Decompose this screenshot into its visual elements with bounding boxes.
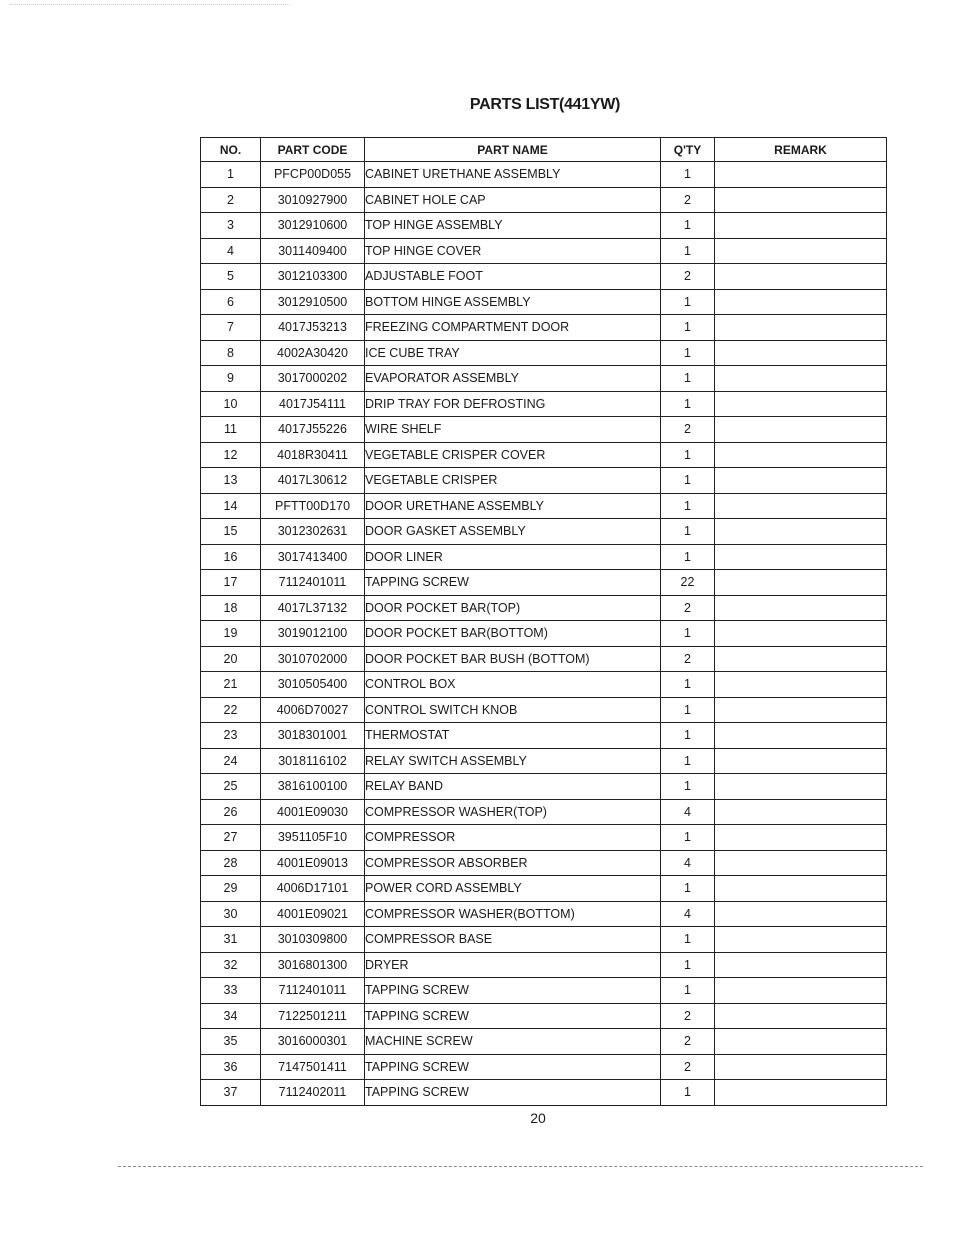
part-name-cell: RELAY BAND [365, 774, 661, 800]
remark-cell [715, 672, 887, 698]
part-code-cell: 3017413400 [261, 544, 365, 570]
remark-cell [715, 774, 887, 800]
remark-cell [715, 391, 887, 417]
remark-cell [715, 978, 887, 1004]
part-number-cell: 29 [201, 876, 261, 902]
part-code-cell: 7112402011 [261, 1080, 365, 1106]
remark-cell [715, 952, 887, 978]
quantity-cell: 2 [661, 595, 715, 621]
table-row [201, 1080, 887, 1106]
quantity-cell: 2 [661, 1054, 715, 1080]
part-name-cell: TOP HINGE COVER [365, 238, 661, 264]
quantity-cell: 1 [661, 391, 715, 417]
quantity-cell: 1 [661, 927, 715, 953]
quantity-cell: 1 [661, 366, 715, 392]
part-name-cell: CONTROL SWITCH KNOB [365, 697, 661, 723]
table-row [201, 697, 887, 723]
table-row [201, 595, 887, 621]
remark-cell [715, 697, 887, 723]
part-number-cell: 19 [201, 621, 261, 647]
part-name-cell: COMPRESSOR WASHER(BOTTOM) [365, 901, 661, 927]
part-code-cell: 4018R30411 [261, 442, 365, 468]
header-remark: REMARK [715, 138, 887, 162]
table-row [201, 570, 887, 596]
quantity-cell: 1 [661, 468, 715, 494]
quantity-cell: 1 [661, 289, 715, 315]
quantity-cell: 1 [661, 723, 715, 749]
part-code-cell: 3016000301 [261, 1029, 365, 1055]
part-name-cell: WIRE SHELF [365, 417, 661, 443]
quantity-cell: 4 [661, 799, 715, 825]
part-name-cell: TAPPING SCREW [365, 1080, 661, 1106]
remark-cell [715, 468, 887, 494]
part-name-cell: TAPPING SCREW [365, 978, 661, 1004]
table-row [201, 289, 887, 315]
remark-cell [715, 340, 887, 366]
part-number-cell: 37 [201, 1080, 261, 1106]
part-name-cell: DRYER [365, 952, 661, 978]
quantity-cell: 1 [661, 978, 715, 1004]
table-row [201, 1003, 887, 1029]
scan-artifact-line [118, 1166, 923, 1167]
part-code-cell: 4002A30420 [261, 340, 365, 366]
part-code-cell: 3012302631 [261, 519, 365, 545]
remark-cell [715, 238, 887, 264]
part-number-cell: 26 [201, 799, 261, 825]
table-row [201, 799, 887, 825]
part-name-cell: DOOR POCKET BAR(BOTTOM) [365, 621, 661, 647]
table-row [201, 901, 887, 927]
part-number-cell: 6 [201, 289, 261, 315]
quantity-cell: 22 [661, 570, 715, 596]
quantity-cell: 2 [661, 1029, 715, 1055]
part-name-cell: DOOR POCKET BAR(TOP) [365, 595, 661, 621]
header-row [201, 138, 887, 162]
table-row [201, 748, 887, 774]
part-number-cell: 33 [201, 978, 261, 1004]
part-number-cell: 25 [201, 774, 261, 800]
part-number-cell: 22 [201, 697, 261, 723]
header-no: NO. [201, 138, 261, 162]
remark-cell [715, 493, 887, 519]
remark-cell [715, 544, 887, 570]
part-name-cell: TOP HINGE ASSEMBLY [365, 213, 661, 239]
table-row [201, 723, 887, 749]
quantity-cell: 1 [661, 442, 715, 468]
remark-cell [715, 213, 887, 239]
quantity-cell: 1 [661, 621, 715, 647]
part-number-cell: 35 [201, 1029, 261, 1055]
table-row [201, 621, 887, 647]
part-name-cell: THERMOSTAT [365, 723, 661, 749]
remark-cell [715, 1054, 887, 1080]
table-row [201, 927, 887, 953]
part-number-cell: 14 [201, 493, 261, 519]
quantity-cell: 2 [661, 1003, 715, 1029]
quantity-cell: 1 [661, 493, 715, 519]
remark-cell [715, 570, 887, 596]
table-row [201, 264, 887, 290]
part-code-cell: 7112401011 [261, 978, 365, 1004]
part-number-cell: 2 [201, 187, 261, 213]
part-number-cell: 20 [201, 646, 261, 672]
part-code-cell: 4017L37132 [261, 595, 365, 621]
part-code-cell: PFCP00D055 [261, 162, 365, 188]
remark-cell [715, 289, 887, 315]
quantity-cell: 1 [661, 162, 715, 188]
table-row [201, 646, 887, 672]
table-row [201, 187, 887, 213]
table-row [201, 366, 887, 392]
part-code-cell: 3016801300 [261, 952, 365, 978]
part-number-cell: 32 [201, 952, 261, 978]
part-number-cell: 5 [201, 264, 261, 290]
part-number-cell: 30 [201, 901, 261, 927]
remark-cell [715, 723, 887, 749]
part-number-cell: 15 [201, 519, 261, 545]
part-number-cell: 7 [201, 315, 261, 341]
part-code-cell: 3010309800 [261, 927, 365, 953]
part-number-cell: 17 [201, 570, 261, 596]
part-number-cell: 23 [201, 723, 261, 749]
part-code-cell: 3951105F10 [261, 825, 365, 851]
quantity-cell: 1 [661, 315, 715, 341]
quantity-cell: 1 [661, 519, 715, 545]
part-name-cell: POWER CORD ASSEMBLY [365, 876, 661, 902]
quantity-cell: 1 [661, 825, 715, 851]
remark-cell [715, 748, 887, 774]
quantity-cell: 1 [661, 238, 715, 264]
quantity-cell: 1 [661, 876, 715, 902]
quantity-cell: 1 [661, 952, 715, 978]
part-name-cell: COMPRESSOR ABSORBER [365, 850, 661, 876]
table-row [201, 391, 887, 417]
part-code-cell: 7112401011 [261, 570, 365, 596]
part-code-cell: 3010702000 [261, 646, 365, 672]
part-number-cell: 9 [201, 366, 261, 392]
table-row [201, 876, 887, 902]
table-row [201, 672, 887, 698]
part-name-cell: DRIP TRAY FOR DEFROSTING [365, 391, 661, 417]
quantity-cell: 1 [661, 544, 715, 570]
part-name-cell: TAPPING SCREW [365, 570, 661, 596]
part-code-cell: 4006D70027 [261, 697, 365, 723]
part-code-cell: PFTT00D170 [261, 493, 365, 519]
part-name-cell: CONTROL BOX [365, 672, 661, 698]
part-code-cell: 4017J54111 [261, 391, 365, 417]
part-name-cell: ICE CUBE TRAY [365, 340, 661, 366]
header-part-name: PART NAME [365, 138, 661, 162]
part-name-cell: COMPRESSOR WASHER(TOP) [365, 799, 661, 825]
remark-cell [715, 162, 887, 188]
part-number-cell: 16 [201, 544, 261, 570]
quantity-cell: 2 [661, 417, 715, 443]
part-code-cell: 4001E09021 [261, 901, 365, 927]
part-name-cell: EVAPORATOR ASSEMBLY [365, 366, 661, 392]
table-row [201, 493, 887, 519]
part-code-cell: 4006D17101 [261, 876, 365, 902]
remark-cell [715, 927, 887, 953]
part-code-cell: 3017000202 [261, 366, 365, 392]
part-name-cell: FREEZING COMPARTMENT DOOR [365, 315, 661, 341]
remark-cell [715, 646, 887, 672]
part-number-cell: 13 [201, 468, 261, 494]
part-code-cell: 4017L30612 [261, 468, 365, 494]
remark-cell [715, 850, 887, 876]
part-name-cell: DOOR GASKET ASSEMBLY [365, 519, 661, 545]
table-row [201, 952, 887, 978]
table-row [201, 315, 887, 341]
scan-artifact-top [10, 4, 290, 5]
part-number-cell: 27 [201, 825, 261, 851]
part-number-cell: 1 [201, 162, 261, 188]
part-code-cell: 3012910500 [261, 289, 365, 315]
table-row [201, 162, 887, 188]
quantity-cell: 1 [661, 774, 715, 800]
part-name-cell: COMPRESSOR BASE [365, 927, 661, 953]
part-number-cell: 24 [201, 748, 261, 774]
remark-cell [715, 366, 887, 392]
quantity-cell: 2 [661, 264, 715, 290]
part-name-cell: DOOR URETHANE ASSEMBLY [365, 493, 661, 519]
part-number-cell: 12 [201, 442, 261, 468]
part-code-cell: 3018116102 [261, 748, 365, 774]
part-number-cell: 34 [201, 1003, 261, 1029]
parts-table-body [201, 162, 887, 1106]
part-code-cell: 3012103300 [261, 264, 365, 290]
table-row [201, 442, 887, 468]
remark-cell [715, 1029, 887, 1055]
part-name-cell: COMPRESSOR [365, 825, 661, 851]
part-name-cell: MACHINE SCREW [365, 1029, 661, 1055]
part-name-cell: TAPPING SCREW [365, 1054, 661, 1080]
table-row [201, 238, 887, 264]
part-name-cell: CABINET URETHANE ASSEMBLY [365, 162, 661, 188]
page-number: 20 [530, 1110, 546, 1126]
part-number-cell: 8 [201, 340, 261, 366]
table-row [201, 1029, 887, 1055]
quantity-cell: 1 [661, 748, 715, 774]
part-code-cell: 3019012100 [261, 621, 365, 647]
table-row [201, 1054, 887, 1080]
part-code-cell: 3011409400 [261, 238, 365, 264]
part-number-cell: 21 [201, 672, 261, 698]
table-row [201, 417, 887, 443]
remark-cell [715, 799, 887, 825]
part-number-cell: 28 [201, 850, 261, 876]
remark-cell [715, 519, 887, 545]
part-code-cell: 7122501211 [261, 1003, 365, 1029]
table-row [201, 340, 887, 366]
table-row [201, 468, 887, 494]
remark-cell [715, 417, 887, 443]
quantity-cell: 2 [661, 646, 715, 672]
table-row [201, 519, 887, 545]
page-title: PARTS LIST(441YW) [469, 96, 621, 113]
part-name-cell: DOOR POCKET BAR BUSH (BOTTOM) [365, 646, 661, 672]
quantity-cell: 1 [661, 213, 715, 239]
quantity-cell: 4 [661, 901, 715, 927]
quantity-cell: 1 [661, 672, 715, 698]
remark-cell [715, 264, 887, 290]
table-row [201, 825, 887, 851]
part-code-cell: 3012910600 [261, 213, 365, 239]
table-row [201, 213, 887, 239]
part-number-cell: 18 [201, 595, 261, 621]
remark-cell [715, 825, 887, 851]
part-number-cell: 3 [201, 213, 261, 239]
part-number-cell: 10 [201, 391, 261, 417]
remark-cell [715, 442, 887, 468]
header-qty: Q'TY [661, 138, 715, 162]
table-row [201, 978, 887, 1004]
remark-cell [715, 595, 887, 621]
part-code-cell: 3010927900 [261, 187, 365, 213]
part-name-cell: TAPPING SCREW [365, 1003, 661, 1029]
part-number-cell: 31 [201, 927, 261, 953]
remark-cell [715, 901, 887, 927]
part-code-cell: 3010505400 [261, 672, 365, 698]
quantity-cell: 1 [661, 1080, 715, 1106]
remark-cell [715, 621, 887, 647]
part-code-cell: 3816100100 [261, 774, 365, 800]
quantity-cell: 2 [661, 187, 715, 213]
quantity-cell: 1 [661, 340, 715, 366]
part-number-cell: 11 [201, 417, 261, 443]
parts-table [200, 137, 887, 1106]
part-name-cell: CABINET HOLE CAP [365, 187, 661, 213]
part-name-cell: ADJUSTABLE FOOT [365, 264, 661, 290]
part-name-cell: VEGETABLE CRISPER COVER [365, 442, 661, 468]
part-number-cell: 36 [201, 1054, 261, 1080]
part-code-cell: 3018301001 [261, 723, 365, 749]
part-code-cell: 4017J53213 [261, 315, 365, 341]
remark-cell [715, 1080, 887, 1106]
part-number-cell: 4 [201, 238, 261, 264]
quantity-cell: 1 [661, 697, 715, 723]
remark-cell [715, 876, 887, 902]
part-name-cell: BOTTOM HINGE ASSEMBLY [365, 289, 661, 315]
part-code-cell: 4001E09030 [261, 799, 365, 825]
part-code-cell: 7147501411 [261, 1054, 365, 1080]
quantity-cell: 4 [661, 850, 715, 876]
header-part-code: PART CODE [261, 138, 365, 162]
table-row [201, 774, 887, 800]
table-row [201, 544, 887, 570]
remark-cell [715, 187, 887, 213]
remark-cell [715, 315, 887, 341]
remark-cell [715, 1003, 887, 1029]
table-row [201, 850, 887, 876]
part-name-cell: VEGETABLE CRISPER [365, 468, 661, 494]
part-code-cell: 4017J55226 [261, 417, 365, 443]
part-name-cell: DOOR LINER [365, 544, 661, 570]
part-code-cell: 4001E09013 [261, 850, 365, 876]
part-name-cell: RELAY SWITCH ASSEMBLY [365, 748, 661, 774]
